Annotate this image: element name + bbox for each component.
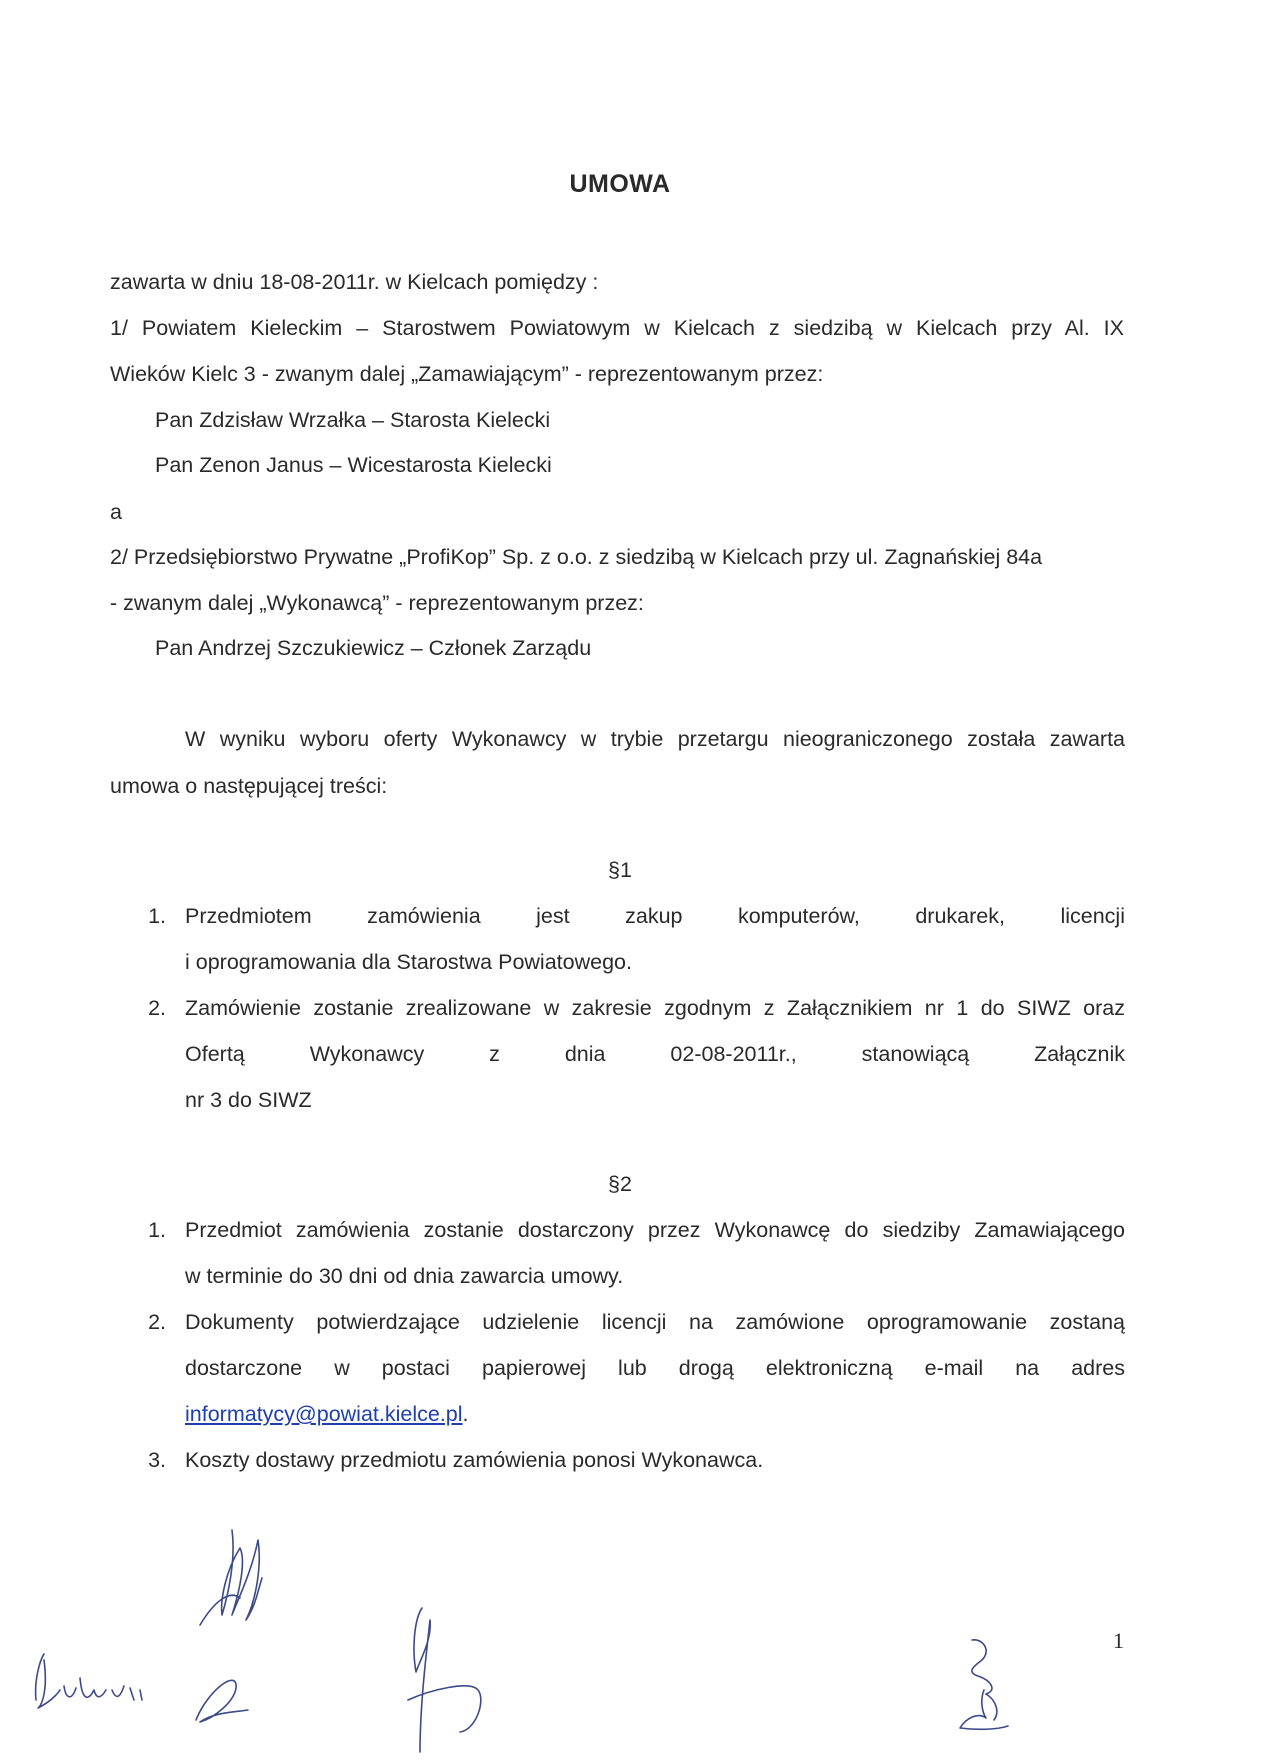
s2-item1-line2: w terminie do 30 dni od dnia zawarcia umowy. — [185, 1264, 624, 1288]
intro-line: zawarta w dniu 18-08-2011r. w Kielcach pomiędzy : — [110, 270, 599, 294]
signature-name-scribble — [36, 1654, 142, 1708]
representative-2: Pan Zenon Janus – Wicestarosta Kielecki — [155, 453, 552, 477]
representative-3: Pan Andrzej Szczukiewicz – Członek Zarządu — [155, 636, 592, 660]
s2-item2-line2: dostarczone w postaci papierowej lub drogą elektroniczną e-mail na adres — [185, 1356, 1125, 1380]
email-link[interactable]: informatycy@powiat.kielce.pl — [185, 1402, 463, 1426]
signature-center — [408, 1608, 481, 1752]
page-number: 1 — [1113, 1628, 1124, 1653]
result-line1: W wyniku wyboru oferty Wykonawcy w trybie przetargu nieograniczonego została zawarta — [185, 727, 1125, 751]
section-2-heading: §2 — [608, 1172, 632, 1196]
representative-1: Pan Zdzisław Wrzałka – Starosta Kielecki — [155, 408, 551, 432]
s2-item3-number: 3. — [148, 1448, 166, 1472]
s1-item1-number: 1. — [148, 904, 166, 928]
s2-item2-number: 2. — [148, 1310, 166, 1334]
document-title: UMOWA — [569, 170, 671, 198]
conjunction: a — [110, 500, 122, 524]
s1-item2-line2: Ofertą Wykonawcy z dnia 02-08-2011r., stanowiącą Załącznik — [185, 1042, 1125, 1066]
party1-line2: Wieków Kielc 3 - zwanym dalej „Zamawiającym” - reprezentowanym przez: — [110, 362, 824, 386]
party1-line1: 1/ Powiatem Kieleckim – Starostwem Powiatowym w Kielcach z siedzibą w Kielcach przy Al. IX — [110, 316, 1124, 340]
s1-item1-line2: i oprogramowania dla Starostwa Powiatowego. — [185, 950, 632, 974]
s2-item3-line1: Koszty dostawy przedmiotu zamówienia ponosi Wykonawca. — [185, 1448, 764, 1472]
party2-line1: 2/ Przedsiębiorstwo Prywatne „ProfiKop” Sp. z o.o. z siedzibą w Kielcach przy ul. Zagnańskiej 84a — [110, 545, 1043, 569]
s1-item2-line3: nr 3 do SIWZ — [185, 1088, 312, 1112]
result-line2: umowa o następującej treści: — [110, 774, 388, 798]
s1-item1-line1-text: Przedmiotem zamówienia jest zakup komputerów, drukarek, licencji — [185, 904, 1125, 928]
section-1-heading: §1 — [608, 858, 632, 882]
s2-item1-number: 1. — [148, 1218, 166, 1242]
party2-line2: - zwanym dalej „Wykonawcą” - reprezentowanym przez: — [110, 591, 644, 615]
s1-item2-number: 2. — [148, 996, 166, 1020]
s2-item1-line1: Przedmiot zamówienia zostanie dostarczony przez Wykonawcę do siedziby Zamawiającego — [185, 1218, 1125, 1242]
s1-item2-line1: Zamówienie zostanie zrealizowane w zakresie zgodnym z Załącznikiem nr 1 do SIWZ oraz — [185, 996, 1125, 1020]
signature-initials-2 — [196, 1680, 248, 1722]
signature-initials-1 — [222, 1530, 262, 1620]
s2-item2-line1: Dokumenty potwierdzające udzielenie licencji na zamówione oprogramowanie zostaną — [185, 1310, 1125, 1334]
email-period: . — [462, 1402, 469, 1426]
signature-right — [960, 1640, 1008, 1730]
